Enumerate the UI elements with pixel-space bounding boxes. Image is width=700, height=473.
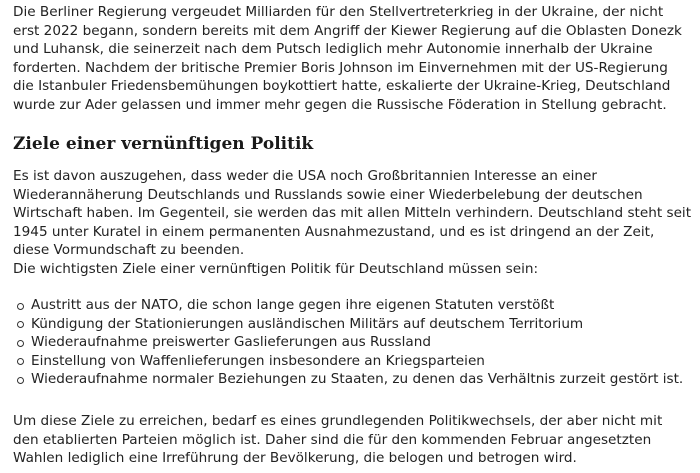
list-item-text: Wiederaufnahme preiswerter Gaslieferungen aus Russland [31,334,431,351]
circle-bullet-icon [17,358,24,365]
circle-bullet-icon [17,377,24,384]
list-item [0,296,700,315]
list-item-text: Austritt aus der NATO, die schon lange gegen ihre eigenen Statuten verstößt [31,297,555,313]
circle-bullet-icon [17,303,24,310]
paragraph-conclusion: Um diese Ziele zu erreichen, bedarf es eines grundlegenden Politikwechsels, der aber nicht mit den etablierten Parteien möglich ist. Daher sind die für den kommenden Februar angesetzten Wahlen lediglich eine Irreführung der Bevölkerung, die belogen und betrogen wird. [13,413,663,467]
list-item [0,315,700,334]
list-item-text: Kündigung der Stationierungen ausländischen Militärs auf deutschem Territorium [31,315,584,332]
paragraph-goals-intro: Die wichtigsten Ziele einer vernünftigen Politik für Deutschland müssen sein: [13,261,539,277]
list-item-text: Einstellung von Waffenlieferungen insbesondere an Kriegsparteien [31,352,485,369]
section-heading: Ziele einer vernünftigen Politik [13,134,314,154]
list-item [0,370,700,389]
paragraph-situation: Es ist davon auszugehen, dass weder die USA noch Großbritannien Interesse an einer Wiederannäherung Deutschlands und Russlands sowie einer Wiederbelebung der deutschen Wirtschaft haben. Im Gegenteil, sie werden das mit allen Mitteln verhindern. Deutschland steht seit 1945 unter Kuratel in einem permanenten Ausnahmezustand, und es ist dringend an der Zeit, diese Vormundschaft zu beenden. [13,168,692,259]
list-item [0,333,700,352]
circle-bullet-icon [17,321,24,328]
list-item-text: Wiederaufnahme normaler Beziehungen zu Staaten, zu denen das Verhältnis zurzeit gestört ist. [31,371,684,388]
intro-paragraph: Die Berliner Regierung vergeudet Milliarden für den Stellvertreterkrieg in der Ukraine, der nicht erst 2022 begann, sondern bereits mit dem Angriff der Kiewer Regierung auf die Oblasten Donezk und Luhansk, die seinerzeit nach dem Putsch lediglich mehr Autonomie innerhalb der Ukraine forderten. Nachdem der britische Premier Boris Johnson im Einvernehmen mit der US-Regierung die Istanbuler Friedensbemühungen boykottiert hatte, eskalierte der Ukraine-Krieg, Deutschland wurde zur Ader gelassen und immer mehr gegen die Russische Föderation in Stellung gebracht. [13,4,682,113]
list-item [0,352,700,371]
goals-list [0,296,700,389]
circle-bullet-icon [17,340,24,347]
